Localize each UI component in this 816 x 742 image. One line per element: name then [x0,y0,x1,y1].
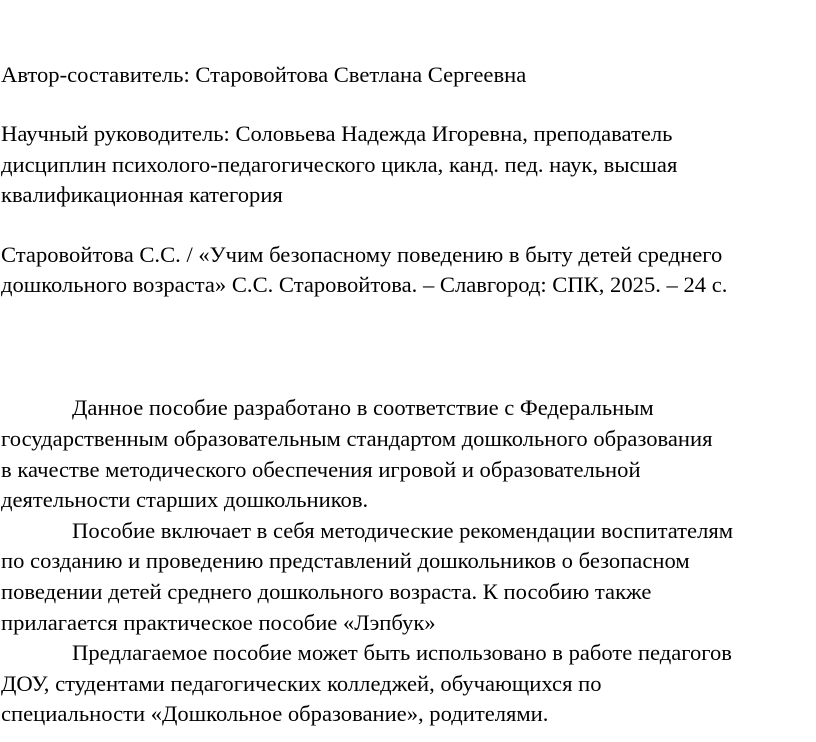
paragraph2-line-1: Пособие включает в себя методические рекомендации воспитателям [72,518,734,543]
citation-line-1: Старовойтова С.С. / «Учим безопасному поведению в быту детей среднего [1,242,723,267]
paragraph1-line-1: Данное пособие разработано в соответствие с Федеральным [72,395,654,420]
paragraph3-line-2: ДОУ, студентами педагогических колледжей, обучающихся по [1,671,602,696]
paragraph1-line-2: государственным образовательным стандартом дошкольного образования [1,426,713,451]
paragraph3-line-3: специальности «Дошкольное образование», родителями. [1,701,549,726]
paragraph2-line-3: поведении детей среднего дошкольного возраста. К пособию также [1,579,652,604]
paragraph2-line-4: прилагается практическое пособие «Лэпбук» [1,610,436,635]
paragraph1-line-4: деятельности старших дошкольников. [1,487,369,512]
supervisor-line-2: дисциплин психолого-педагогического цикла, канд. пед. наук, высшая [1,152,678,177]
supervisor-line-3: квалификационная категория [1,182,283,207]
paragraph3-line-1: Предлагаемое пособие может быть использовано в работе педагогов [72,640,732,665]
paragraph1-line-3: в качестве методического обеспечения игровой и образовательной [1,457,641,482]
paragraph2-line-2: по созданию и проведению представлений дошкольников о безопасном [1,548,690,573]
citation-line-2: дошкольного возраста» С.С. Старовойтова. – Славгород: СПК, 2025. – 24 с. [1,272,728,297]
author-line: Автор-составитель: Старовойтова Светлана Сергеевна [1,62,527,87]
supervisor-line-1: Научный руководитель: Соловьева Надежда Игоревна, преподаватель [1,121,673,146]
